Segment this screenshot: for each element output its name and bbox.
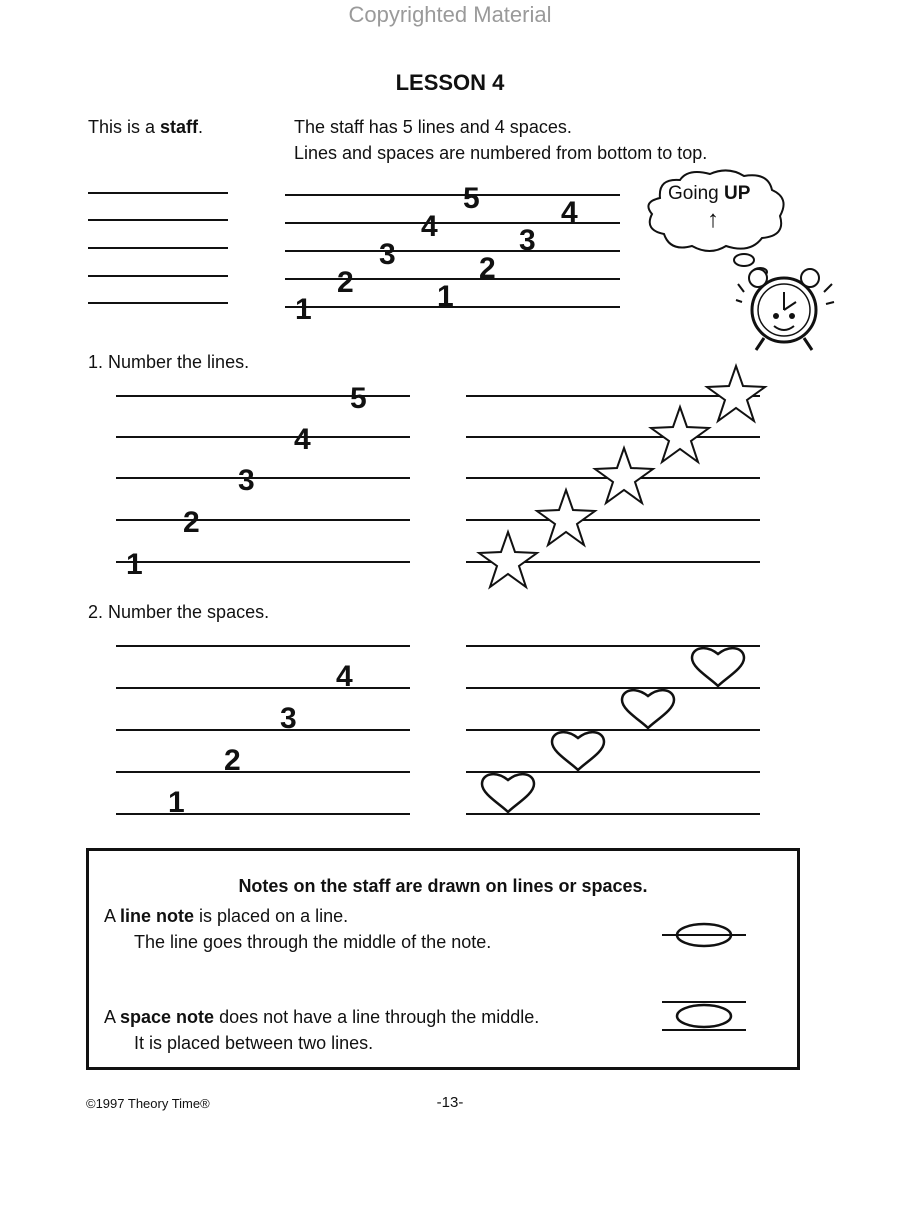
line-note-term: line note: [120, 906, 195, 926]
up-arrow-icon: ↑: [707, 206, 719, 233]
heart-icon: [692, 648, 744, 686]
example-space-number: 3: [519, 224, 536, 257]
example-line-number: 3: [379, 238, 396, 271]
exercise2-space-number: 2: [224, 744, 241, 777]
line-note-definition: [104, 906, 348, 927]
notes-box-heading: Notes on the staff are drawn on lines or spaces.: [238, 876, 648, 896]
line-note-article: A: [104, 906, 121, 926]
exercise1-line-number: 2: [183, 506, 200, 539]
space-note-definition: [104, 1007, 539, 1028]
staff-description-line1: The staff has 5 lines and 4 spaces.: [294, 117, 572, 137]
example-space-number: 4: [561, 196, 578, 229]
exercise2-label: 2. Number the spaces.: [88, 602, 270, 622]
watermark: Copyrighted Material: [348, 2, 552, 27]
example-line-number: 2: [337, 266, 354, 299]
example-line-number: 1: [295, 293, 312, 326]
space-note-detail: It is placed between two lines.: [134, 1033, 374, 1053]
example-space-number: 1: [437, 280, 454, 313]
space-note-icon: [660, 998, 750, 1036]
example-line-number: 4: [421, 210, 438, 243]
exercise2-space-number: 3: [280, 702, 297, 735]
staff-description-line2: Lines and spaces are numbered from bottom to top.: [294, 143, 708, 163]
space-note-article: A: [104, 1007, 121, 1027]
exercise1-label: 1. Number the lines.: [88, 352, 250, 372]
copyright-footer: ©1997 Theory Time®: [86, 1096, 210, 1111]
space-note-rest: does not have a line through the middle.: [214, 1007, 540, 1027]
staff-intro-suffix: .: [198, 117, 204, 137]
exercise1-line-number: 1: [126, 548, 143, 581]
page-number: -13-: [436, 1094, 464, 1111]
line-note-icon: [660, 920, 750, 950]
example-line-number: 5: [463, 182, 480, 215]
exercise1-line-number: 4: [294, 423, 311, 456]
cloud-text-prefix: Going: [668, 183, 724, 204]
exercise1-line-number: 3: [238, 464, 255, 497]
exercise2-space-number: 1: [168, 786, 185, 819]
line-note-detail: The line goes through the middle of the note.: [134, 932, 492, 952]
line-note-rest: is placed on a line.: [194, 906, 349, 926]
exercise2-space-number: 4: [336, 660, 353, 693]
heart-icon: [552, 732, 604, 770]
staff-intro-prefix: This is a: [88, 117, 161, 137]
cloud-text-up: UP: [723, 183, 751, 204]
page-title: LESSON 4: [395, 70, 505, 95]
example-space-number: 2: [479, 252, 496, 285]
heart-icon: [622, 690, 674, 728]
staff-word: staff: [160, 117, 199, 137]
exercise1-line-number: 5: [350, 382, 367, 415]
space-note-term: space note: [120, 1007, 215, 1027]
heart-icon: [482, 774, 534, 812]
